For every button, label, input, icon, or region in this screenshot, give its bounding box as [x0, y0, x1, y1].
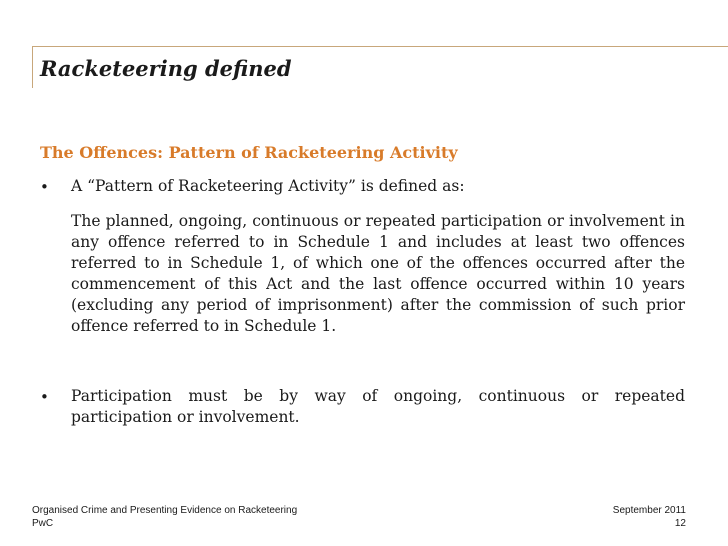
- bullet-1-lead-text: A “Pattern of Racketeering Activity” is defined as:: [71, 177, 465, 195]
- bullet-2-text: Participation must be by way of ongoing, continuous or repeated participation or involvement.: [71, 387, 685, 426]
- title-frame-left-line: [32, 46, 33, 88]
- slide-title: Racketeering defined: [40, 56, 292, 81]
- footer-right: [613, 504, 686, 530]
- bullet-marker-2: •: [40, 388, 49, 406]
- bullet-marker-1: •: [40, 178, 49, 196]
- footer-page-number: 12: [674, 518, 686, 529]
- bullet-1-definition-text: The planned, ongoing, continuous or repeated participation or involvement in any offence referred to in Schedule 1 and includes at least two offences referred to in Schedule 1, of which one of the offences occurred after the commencement of this Act and the last offence occurred within 10 years (excluding any period of imprisonment) after the commission of such prior offence referred to in Schedule 1.: [71, 212, 685, 335]
- footer-company: PwC: [32, 518, 54, 529]
- footer-presentation-title: Organised Crime and Presenting Evidence on Racketeering: [32, 505, 298, 516]
- slide-subheading: The Offences: Pattern of Racketeering Activity: [40, 143, 458, 162]
- footer-left: [32, 504, 297, 530]
- title-frame-top-line: [32, 46, 728, 47]
- footer-date: September 2011: [612, 505, 686, 516]
